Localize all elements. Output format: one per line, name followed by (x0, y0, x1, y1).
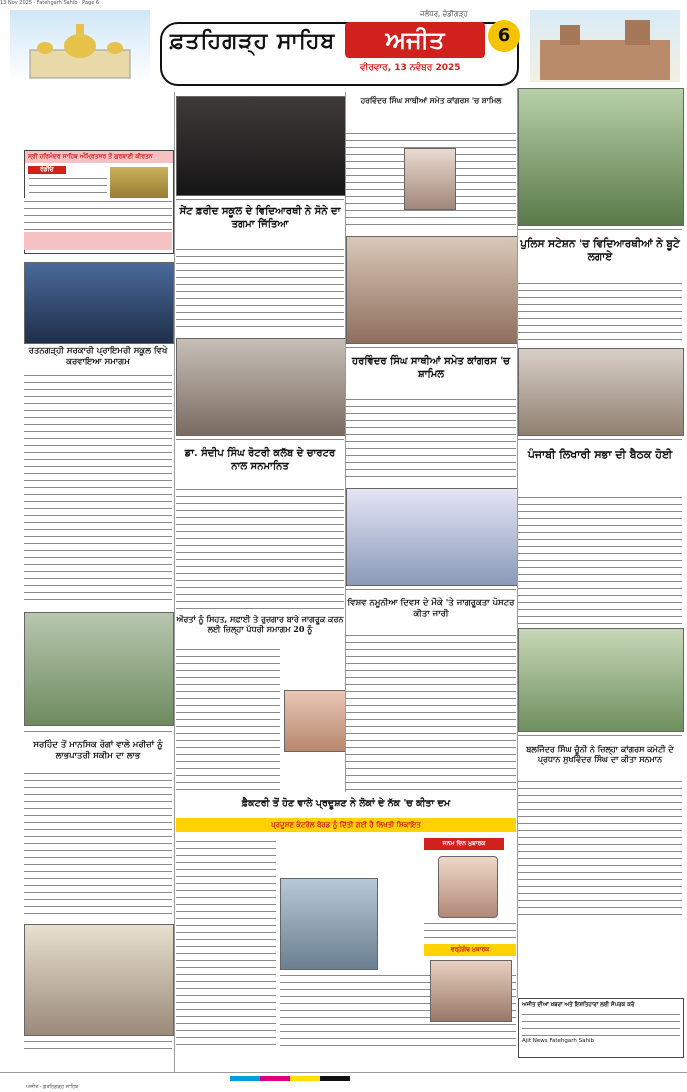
ad-body (522, 1011, 680, 1037)
headline-s5: ਪੁਲਿਸ ਸਟੇਸ਼ਨ 'ਚ ਵਿਦਿਆਰਥੀਆਂ ਨੇ ਬੂਟੇ ਲਗਾਏ (520, 238, 680, 264)
heritage-building-illustration (530, 10, 680, 82)
body-s11 (346, 632, 516, 792)
column-rule-3 (517, 88, 518, 998)
headline-s6: ਪੰਜਾਬੀ ਲਿਖਾਰੀ ਸਭਾ ਦੀ ਬੈਠਕ ਹੋਈ (527, 448, 673, 461)
photo-school-medal (176, 96, 346, 196)
color-registration-bar (230, 1076, 350, 1081)
photo-pollution-protest (280, 878, 378, 970)
ad-box (518, 998, 684, 1058)
headline-top-center (346, 96, 516, 105)
kicker-pollution (176, 818, 516, 832)
photo-women-yoga (24, 612, 174, 726)
masthead-paper-name: ਅਜੀਤ (345, 22, 485, 58)
body-s10 (176, 646, 280, 796)
caption-pneumonia (346, 586, 516, 594)
radio-box-title: ਸ੍ਰੀ ਹਰਿਮੰਦਰ ਸਾਹਿਬ ਅੰਮ੍ਰਿਤਸਰ ਤੋਂ ਗੁਰਬਾਣੀ ਕੀਰਤਨ (25, 151, 173, 163)
fort-icon (530, 10, 680, 82)
headline-s4: ਹਰਵਿੰਦਰ ਸਿੰਘ ਸਾਥੀਆਂ ਸਮੇਤ ਕਾਂਗਰਸ 'ਚ ਸ਼ਾਮਿਲ (351, 356, 511, 380)
birthday-title: ਜਨਮ ਦਿਨ ਮੁਬਾਰਕ (424, 838, 504, 850)
body-s2 (24, 372, 172, 604)
headline-s7: ਫ਼ੈਕਟਰੀ ਤੋਂ ਹੋਣ ਵਾਲੇ ਪ੍ਰਦੂਸ਼ਣ ਨੇ ਲੋਕਾਂ ਦੇ ਨੱਕ 'ਚ ਕੀਤਾ ਦਮ (241, 798, 451, 809)
photo-anniversary-couple (430, 960, 512, 1022)
body-s5 (518, 280, 682, 340)
gurdwara-illustration (10, 10, 150, 82)
masthead-place: ਫ਼ਤਹਿਗੜ੍ਹ ਸਾਹਿਬ (170, 28, 336, 54)
photo-rotary-club (176, 338, 346, 436)
photo-pneumonia-poster (346, 488, 518, 586)
body-s1 (176, 246, 344, 332)
anniversary-title (424, 944, 516, 956)
headline-s2: ਰਤਨਗੜ੍ਹੀ ਸਰਕਾਰੀ ਪ੍ਰਾਇਮਰੀ ਸਕੂਲ ਵਿਖੇ ਕਰਵਾਇਆ ਸਮਾਗਮ (28, 346, 168, 367)
caption-police (518, 226, 682, 234)
ad-line-1: ਅਜੀਤ ਦੀਆਂ ਖ਼ਬਰਾਂ ਅਤੇ ਇਸ਼ਤਿਹਾਰਾਂ ਲਈ ਸੰਪਰਕ ਕਰੋ (522, 1002, 635, 1008)
headline-s8: ਬਲਜਿੰਦਰ ਸਿੰਘ ਚੂੰਨੀ ਨੇ ਜ਼ਿਲ੍ਹਾ ਕਾਂਗਰਸ ਕਮੇਟੀ ਦੇ ਪ੍ਰਧਾਨ ਸੁਖਵਿੰਦਰ ਸਿੰਘ ਦਾ ਕੀਤਾ ਸਨਮਾਨ (526, 744, 674, 764)
left-notice-bar (24, 232, 172, 250)
photo-writers-meet (518, 348, 684, 436)
body-s8 (518, 778, 682, 918)
headline-s3: ਡਾ. ਸੰਦੀਪ ਸਿੰਘ ਰੋਟਰੀ ਕਲੱਬ ਦੇ ਚਾਰਟਰ ਨਾਲ ਸਨਮਾਨਿਤ (184, 448, 336, 472)
photo-birthday-child (438, 856, 498, 918)
column-rule-2 (345, 92, 346, 792)
anniversary-title-text: ਵਰ੍ਹੇਗੰਢ ਮੁਬਾਰਕ (450, 946, 490, 953)
body-s9 (24, 770, 172, 920)
body-s6 (518, 494, 682, 624)
caption-school (176, 196, 344, 204)
page-number: 6 (488, 20, 520, 52)
footer-text: ਅਜੀਤ · ਫ਼ਤਹਿਗੜ੍ਹ ਸਾਹਿਬ (26, 1084, 79, 1090)
caption-congress (346, 344, 516, 352)
body-s4 (346, 396, 516, 482)
print-strip: 13 Nov 2025 · Fatehgarh Sahib · Page 6 (0, 0, 100, 6)
caption-rotary (176, 436, 344, 444)
gurdwara-icon (10, 10, 150, 82)
body-s7 (176, 838, 276, 1048)
headline-s1: ਸੇਂਟ ਫ਼ਰੀਦ ਸਕੂਲ ਦੇ ਵਿਦਿਆਰਥੀ ਨੇ ਸੋਨੇ ਦਾ ਤਗਮਾ ਜਿੱਤਿਆ (179, 206, 341, 230)
photo-man-portrait (404, 148, 456, 210)
photo-congress-joining (346, 236, 518, 344)
photo-woman-official (284, 690, 346, 752)
column-rule-1 (174, 92, 175, 1072)
headline-s4-top: ਹਰਵਿੰਦਰ ਸਿੰਘ ਸਾਥੀਆਂ ਸਮੇਤ ਕਾਂਗਰਸ 'ਚ ਸ਼ਾਮਿਲ (360, 96, 502, 105)
masthead-tagline: ਜਲੰਧਰ, ਚੰਡੀਗੜ੍ਹ (420, 10, 468, 18)
ad-line-2: Ajit News Fatehgarh Sahib (522, 1038, 595, 1044)
body-s3 (176, 486, 344, 612)
caption-writers (518, 436, 682, 444)
radio-label: ਰੇਡੀਓ (28, 166, 66, 174)
footer-strip (0, 1072, 687, 1090)
headline-s11: ਵਿਸ਼ਵ ਨਮੂਨੀਆ ਦਿਵਸ ਦੇ ਮੌਕੇ 'ਤੇ ਜਾਗਰੂਕਤਾ ਪੋਸਟਰ ਕੀਤਾ ਜਾਰੀ (347, 598, 515, 619)
photo-police-station (518, 88, 684, 226)
headline-s10: ਔਰਤਾਂ ਨੂੰ ਸਿਹਤ, ਸਫ਼ਾਈ ਤੇ ਰੁਜ਼ਗਾਰ ਬਾਰੇ ਜਾਗਰੂਕ ਕਰਨ ਲਈ ਜ਼ਿਲ੍ਹਾ ਪੱਧਰੀ ਸਮਾਗਮ 20 ਨੂੰ (176, 614, 344, 634)
caption-bus (24, 1038, 172, 1054)
caption-women (24, 728, 172, 736)
photo-bus-event (24, 924, 174, 1036)
headline-s9: ਸਰਹਿੰਦ ਤੋਂ ਮਾਨਸਿਕ ਰੋਗਾਂ ਵਾਲੇ ਮਰੀਜ਼ਾਂ ਨੂੰ ਲਾਭਪਾਤਰੀ ਸਕੀਮ ਦਾ ਲਾਭ (33, 740, 163, 761)
caption-honour (518, 732, 682, 740)
photo-students-taekwondo (24, 262, 174, 344)
birthday-text (424, 920, 516, 942)
photo-honour-ceremony (518, 628, 684, 732)
kicker-text: ਪ੍ਰਦੂਸ਼ਣ ਕੰਟਰੋਲ ਬੋਰਡ ਨੂੰ ਦਿੱਤੀ ਗਈ ਹੈ ਲਿਖਤੀ ਸ਼ਿਕਾਇਤ (271, 821, 421, 829)
masthead-date: ਵੀਰਵਾਰ, 13 ਨਵੰਬਰ 2025 (360, 63, 461, 73)
